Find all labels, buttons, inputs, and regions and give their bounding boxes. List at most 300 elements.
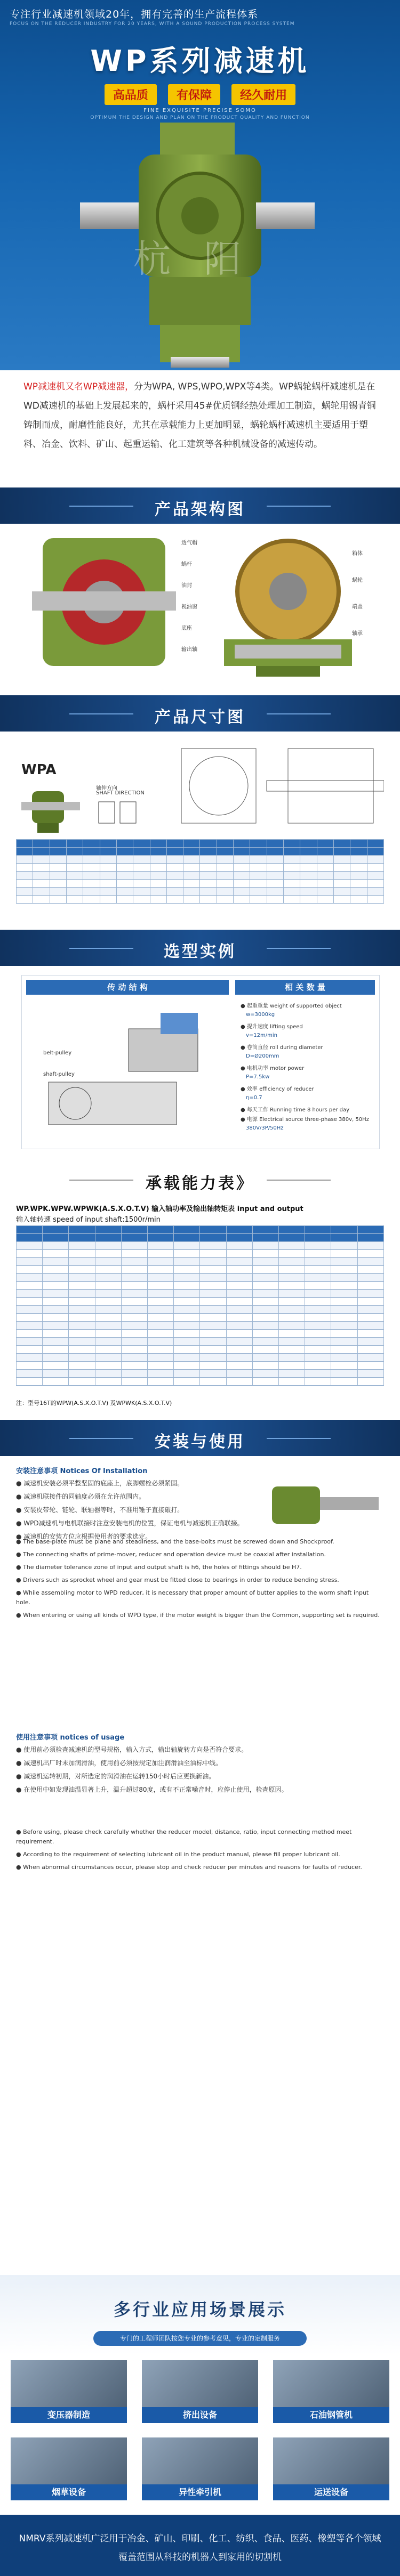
table-cell: [33, 888, 50, 896]
table-cell: [148, 1378, 174, 1386]
table-cell: [226, 1314, 252, 1322]
table-cell: [69, 1306, 95, 1314]
table-cell: [200, 1330, 226, 1338]
table-cell: [350, 864, 367, 872]
table-cell: [148, 1322, 174, 1330]
usage-notice-title: 使用注意事项 notices of usage: [16, 1734, 125, 1742]
table-cell: [183, 840, 200, 848]
table-cell: [200, 1258, 226, 1266]
table-row: [17, 1346, 384, 1354]
structure-diagram: [21, 527, 379, 679]
notice-line: ● 使用前必须检查减速机的型号规格，输入方式，输出轴旋转方向是否符合要求。: [16, 1746, 248, 1753]
table-cell: [252, 1250, 278, 1258]
table-row: [17, 1282, 384, 1290]
section-capacity-title: 承载能力表》: [146, 1174, 254, 1193]
notice-line: ● The diameter tolerance zone of input and output shaft is h6, the holes of fittings should be H7.: [16, 1564, 302, 1571]
table-cell: [250, 880, 267, 888]
application-intro: 专门的工程师团队按您专业的参考意见，专业的定制服务: [93, 2331, 307, 2346]
capacity-subtitle: 输入轴转速 speed of input shaft:1500r/min: [16, 1216, 161, 1224]
section-dimension-title: 产品尺寸图: [155, 708, 245, 727]
table-cell: [95, 1330, 121, 1338]
dimension-table: [16, 839, 384, 904]
table-cell: [33, 896, 50, 904]
table-cell: [148, 1354, 174, 1362]
table-cell: [200, 1226, 226, 1234]
shaft-pulley-label: shaft-pulley: [43, 1071, 75, 1077]
table-cell: [331, 1282, 357, 1290]
table-cell: [69, 1242, 95, 1250]
label-worm: 蜗杆: [181, 562, 192, 567]
table-cell: [252, 1274, 278, 1282]
table-cell: [69, 1258, 95, 1266]
notice-line: ● When entering or using all kinds of WPD type, if the motor weight is bigger than the Common, supporting set is required.: [16, 1612, 380, 1619]
notice-line: ● 安装皮带轮、链轮、联轴器等时，不准用锤子直接敲打。: [16, 1506, 184, 1514]
application-tile: [11, 2437, 127, 2500]
table-cell: [234, 856, 250, 864]
table-cell: [252, 1266, 278, 1274]
table-cell: [100, 840, 116, 848]
table-cell: [200, 1298, 226, 1306]
table-cell: [279, 1226, 305, 1234]
table-cell: [17, 1330, 43, 1338]
table-cell: [357, 1378, 383, 1386]
table-cell: [121, 1338, 147, 1346]
table-cell: [252, 1242, 278, 1250]
table-cell: [43, 1250, 69, 1258]
table-cell: [217, 880, 233, 888]
table-cell: [69, 1322, 95, 1330]
table-cell: [357, 1322, 383, 1330]
table-cell: [43, 1346, 69, 1354]
table-cell: [279, 1354, 305, 1362]
table-cell: [17, 1298, 43, 1306]
table-cell: [279, 1274, 305, 1282]
table-cell: [226, 1370, 252, 1378]
application-tile-label: 异性牵引机: [142, 2484, 258, 2500]
table-cell: [250, 848, 267, 856]
table-cell: [50, 880, 66, 888]
table-cell: [100, 880, 116, 888]
table-cell: [305, 1274, 331, 1282]
table-cell: [333, 840, 350, 848]
table-cell: [317, 888, 333, 896]
table-cell: [121, 1250, 147, 1258]
table-cell: [317, 896, 333, 904]
table-cell: [95, 1282, 121, 1290]
table-cell: [200, 888, 217, 896]
table-cell: [148, 1298, 174, 1306]
table-row: [17, 880, 384, 888]
table-cell: [66, 864, 83, 872]
notice-line: ● While assembling motor to WPD reducer, it is necessary that proper amount of butter applies to the worm shaft input hole.: [16, 1589, 369, 1606]
table-cell: [217, 856, 233, 864]
table-cell: [121, 1266, 147, 1274]
table-cell: [200, 1338, 226, 1346]
capacity-title: WP.WPK.WPW.WPWK(A.S.X.O.T.V) 输入轴功率及输出轴转矩表 input and output: [16, 1205, 303, 1213]
table-cell: [350, 896, 367, 904]
table-cell: [148, 1346, 174, 1354]
table-cell: [166, 856, 183, 864]
table-row: [17, 1274, 384, 1282]
table-cell: [357, 1290, 383, 1298]
table-cell: [69, 1226, 95, 1234]
table-cell: [183, 856, 200, 864]
hero-slogan: 专注行业减速机领域20年，拥有完善的生产流程体系: [10, 9, 259, 20]
table-cell: [250, 896, 267, 904]
label-worm-wheel: 蜗轮: [352, 578, 363, 583]
install-notice-title: 安装注意事项 Notices Of Installation: [16, 1467, 148, 1475]
table-cell: [150, 856, 166, 864]
table-cell: [174, 1226, 200, 1234]
table-cell: [200, 1322, 226, 1330]
table-cell: [17, 864, 33, 872]
table-cell: [305, 1226, 331, 1234]
table-cell: [200, 1314, 226, 1322]
table-cell: [83, 896, 100, 904]
table-cell: [367, 896, 383, 904]
example-item: ● 电机功率 motor power: [241, 1066, 305, 1071]
table-cell: [17, 872, 33, 880]
example-items: [241, 1002, 374, 1136]
table-cell: [200, 1346, 226, 1354]
table-cell: [43, 1290, 69, 1298]
table-cell: [17, 848, 33, 856]
table-cell: [252, 1378, 278, 1386]
table-cell: [17, 1242, 43, 1250]
table-cell: [166, 872, 183, 880]
table-cell: [33, 872, 50, 880]
table-cell: [252, 1354, 278, 1362]
table-cell: [17, 1290, 43, 1298]
table-cell: [166, 896, 183, 904]
section-structure-title: 产品架构图: [155, 500, 245, 519]
table-cell: [331, 1258, 357, 1266]
table-cell: [148, 1242, 174, 1250]
table-cell: [331, 1370, 357, 1378]
table-cell: [317, 848, 333, 856]
table-cell: [300, 848, 317, 856]
table-cell: [148, 1274, 174, 1282]
table-cell: [267, 848, 283, 856]
table-cell: [69, 1234, 95, 1242]
table-cell: [17, 1274, 43, 1282]
table-cell: [17, 880, 33, 888]
hero-banner: [0, 0, 400, 370]
table-cell: [183, 872, 200, 880]
table-cell: [250, 856, 267, 864]
table-cell: [252, 1282, 278, 1290]
table-cell: [252, 1306, 278, 1314]
table-cell: [69, 1346, 95, 1354]
table-cell: [333, 864, 350, 872]
table-cell: [200, 1266, 226, 1274]
table-cell: [150, 888, 166, 896]
table-cell: [148, 1266, 174, 1274]
table-cell: [252, 1330, 278, 1338]
table-cell: [252, 1298, 278, 1306]
table-cell: [69, 1362, 95, 1370]
table-cell: [234, 840, 250, 848]
table-cell: [200, 1370, 226, 1378]
table-cell: [150, 864, 166, 872]
table-cell: [357, 1330, 383, 1338]
application-bottom-text: NMRV系列减速机广泛用于冶金、矿山、印刷、化工、纺织、食品、医药、橡塑等各个领域: [19, 2533, 381, 2544]
table-cell: [150, 896, 166, 904]
table-cell: [350, 880, 367, 888]
application-tile-label: 石油钢管机: [273, 2407, 389, 2423]
application-tile: [142, 2360, 258, 2423]
table-cell: [367, 848, 383, 856]
table-cell: [234, 864, 250, 872]
section-application: [0, 2275, 400, 2355]
capacity-footer: 注：型号16T的WPW(A.S.X.O.T.V) 及WPWK(A.S.X.O.T.V): [16, 1400, 172, 1407]
table-row: [17, 856, 384, 864]
table-cell: [250, 840, 267, 848]
table-cell: [43, 1362, 69, 1370]
section-install: [0, 1420, 400, 1456]
table-cell: [200, 848, 217, 856]
table-cell: [121, 1314, 147, 1322]
table-cell: [317, 880, 333, 888]
table-cell: [174, 1314, 200, 1322]
table-cell: [166, 840, 183, 848]
table-row: [17, 1266, 384, 1274]
table-cell: [284, 840, 300, 848]
table-row: [17, 1322, 384, 1330]
table-cell: [333, 888, 350, 896]
table-cell: [226, 1322, 252, 1330]
table-cell: [166, 848, 183, 856]
table-cell: [17, 856, 33, 864]
table-cell: [331, 1274, 357, 1282]
table-cell: [200, 896, 217, 904]
table-cell: [305, 1266, 331, 1274]
table-cell: [69, 1338, 95, 1346]
table-cell: [121, 1234, 147, 1242]
table-cell: [226, 1234, 252, 1242]
table-cell: [95, 1306, 121, 1314]
structure-illustration: [21, 527, 379, 679]
table-cell: [133, 896, 150, 904]
table-cell: [69, 1290, 95, 1298]
table-cell: [116, 896, 133, 904]
table-cell: [200, 1234, 226, 1242]
table-cell: [331, 1378, 357, 1386]
table-cell: [317, 840, 333, 848]
table-cell: [279, 1242, 305, 1250]
table-cell: [331, 1314, 357, 1322]
table-cell: [200, 1378, 226, 1386]
install-en-list: [16, 1537, 384, 1623]
table-cell: [17, 896, 33, 904]
table-cell: [50, 888, 66, 896]
table-cell: [174, 1242, 200, 1250]
table-cell: [279, 1234, 305, 1242]
table-cell: [17, 1354, 43, 1362]
table-cell: [252, 1362, 278, 1370]
table-cell: [183, 864, 200, 872]
table-cell: [267, 856, 283, 864]
table-cell: [217, 896, 233, 904]
table-cell: [300, 888, 317, 896]
table-cell: [95, 1298, 121, 1306]
hero-title: WP系列减速机: [90, 44, 310, 78]
table-cell: [83, 864, 100, 872]
table-cell: [133, 848, 150, 856]
table-cell: [331, 1234, 357, 1242]
label-output-shaft: 输出轴: [181, 647, 197, 653]
table-cell: [43, 1258, 69, 1266]
table-cell: [331, 1354, 357, 1362]
table-cell: [17, 1226, 43, 1234]
section-example: [0, 930, 400, 966]
notice-line: ● 减速机联接件的同轴度必须在允许范围内。: [16, 1493, 146, 1500]
table-cell: [350, 872, 367, 880]
table-cell: [305, 1346, 331, 1354]
table-cell: [200, 1274, 226, 1282]
table-cell: [50, 848, 66, 856]
label-vent-cap: 透气帽: [181, 540, 197, 546]
table-cell: [279, 1378, 305, 1386]
application-bottom-text2: 覆盖范围从科技的机器人到家用的切割机: [118, 2552, 282, 2563]
table-cell: [116, 840, 133, 848]
table-cell: [133, 888, 150, 896]
table-cell: [226, 1378, 252, 1386]
example-item: ● 提升速度 lifting speed: [241, 1024, 303, 1030]
table-cell: [284, 872, 300, 880]
table-cell: [95, 1378, 121, 1386]
belt-pulley-label: belt-pulley: [43, 1050, 72, 1056]
table-cell: [200, 880, 217, 888]
table-cell: [121, 1346, 147, 1354]
table-cell: [166, 864, 183, 872]
table-cell: [43, 1378, 69, 1386]
table-cell: [116, 888, 133, 896]
table-cell: [305, 1354, 331, 1362]
table-cell: [279, 1362, 305, 1370]
table-cell: [357, 1226, 383, 1234]
table-cell: [69, 1330, 95, 1338]
table-cell: [226, 1306, 252, 1314]
table-cell: [95, 1274, 121, 1282]
table-cell: [69, 1314, 95, 1322]
table-cell: [174, 1274, 200, 1282]
table-row: [17, 1250, 384, 1258]
table-cell: [331, 1226, 357, 1234]
dimension-panel: [11, 738, 389, 914]
table-cell: [69, 1250, 95, 1258]
table-cell: [66, 856, 83, 864]
table-cell: [33, 880, 50, 888]
install-illustration: [267, 1476, 384, 1534]
table-cell: [279, 1282, 305, 1290]
table-cell: [43, 1298, 69, 1306]
table-cell: [69, 1370, 95, 1378]
table-cell: [100, 888, 116, 896]
table-cell: [226, 1274, 252, 1282]
table-cell: [331, 1338, 357, 1346]
table-cell: [200, 1290, 226, 1298]
table-cell: [357, 1274, 383, 1282]
table-cell: [279, 1258, 305, 1266]
table-row: [17, 872, 384, 880]
table-cell: [217, 848, 233, 856]
table-cell: [69, 1274, 95, 1282]
table-cell: [331, 1362, 357, 1370]
example-item-value: P=7.5kw: [246, 1074, 270, 1080]
table-cell: [43, 1354, 69, 1362]
table-cell: [333, 896, 350, 904]
table-cell: [331, 1250, 357, 1258]
table-cell: [284, 896, 300, 904]
label-sight-glass: 视油窗: [181, 604, 197, 610]
table-cell: [357, 1370, 383, 1378]
table-cell: [66, 888, 83, 896]
table-cell: [174, 1370, 200, 1378]
table-cell: [300, 872, 317, 880]
table-row: [17, 1354, 384, 1362]
table-cell: [174, 1306, 200, 1314]
section-example-title: 选型实例: [164, 942, 236, 961]
intro-text2: WP蜗轮蜗杆减速机是在WD减速机的基础上发展起来的，蜗杆采用45#优质钢经热处理加工制造，蜗轮用锡青铜铸制而成，耐磨性能良好，尤其在承载能力上更加明显，蜗轮蜗杆减速机主要适用于塑料、冶金、饮料、矿山、起重运输、化工建筑等各种机械设备的减速传动。: [23, 381, 376, 450]
tag-durable: 经久耐用: [231, 84, 295, 105]
table-cell: [217, 864, 233, 872]
dimension-drawing: [171, 738, 384, 834]
table-cell: [226, 1338, 252, 1346]
table-cell: [148, 1330, 174, 1338]
table-cell: [300, 840, 317, 848]
table-cell: [226, 1290, 252, 1298]
table-cell: [367, 888, 383, 896]
table-cell: [200, 1242, 226, 1250]
table-cell: [174, 1338, 200, 1346]
table-cell: [305, 1378, 331, 1386]
table-cell: [69, 1266, 95, 1274]
table-cell: [121, 1322, 147, 1330]
table-cell: [183, 896, 200, 904]
table-cell: [279, 1346, 305, 1354]
table-cell: [50, 840, 66, 848]
table-cell: [300, 880, 317, 888]
table-cell: [43, 1274, 69, 1282]
table-cell: [43, 1322, 69, 1330]
table-cell: [43, 1242, 69, 1250]
table-cell: [95, 1258, 121, 1266]
table-cell: [226, 1298, 252, 1306]
table-cell: [305, 1338, 331, 1346]
table-cell: [17, 1322, 43, 1330]
table-cell: [95, 1266, 121, 1274]
table-cell: [305, 1242, 331, 1250]
table-cell: [17, 1250, 43, 1258]
table-cell: [17, 1362, 43, 1370]
table-cell: [357, 1250, 383, 1258]
table-cell: [267, 896, 283, 904]
table-row: [17, 1298, 384, 1306]
table-cell: [284, 856, 300, 864]
section-capacity: [0, 1161, 400, 1198]
table-cell: [183, 848, 200, 856]
table-cell: [174, 1354, 200, 1362]
table-cell: [150, 848, 166, 856]
table-cell: [95, 1226, 121, 1234]
table-cell: [66, 872, 83, 880]
table-cell: [100, 872, 116, 880]
table-row: [17, 1370, 384, 1378]
table-cell: [331, 1298, 357, 1306]
table-cell: [226, 1282, 252, 1290]
table-cell: [226, 1330, 252, 1338]
